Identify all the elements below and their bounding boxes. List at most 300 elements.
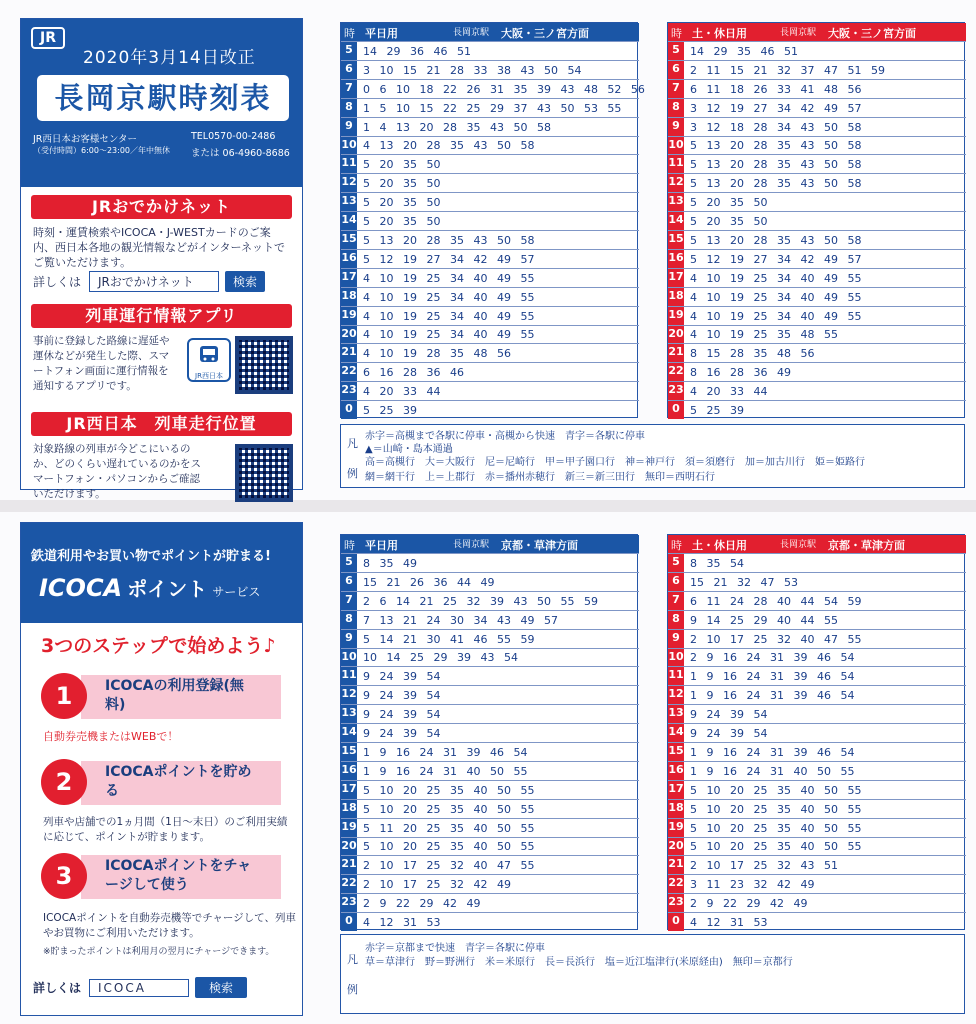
- departure-minutes: 9 24 39 54: [690, 727, 768, 740]
- tel-2: または 06-4960-8686: [191, 148, 290, 159]
- departure-minutes: 1 9 16 24 31 39 46 54: [363, 745, 528, 759]
- row-divider: [341, 629, 639, 630]
- hour-cell: 7: [345, 80, 353, 94]
- row-divider: [668, 117, 966, 118]
- row-divider: [341, 855, 639, 856]
- hour-cell: 7: [345, 592, 353, 606]
- hour-cell: 5: [345, 555, 353, 568]
- timetable-header-band: [341, 23, 639, 41]
- departure-minutes: 2 9 22 29 42 49: [690, 897, 808, 911]
- departure-minutes: 4 10 19 28 35 48 56: [363, 347, 511, 361]
- qr-code-app[interactable]: [235, 336, 293, 394]
- row-divider: [341, 723, 639, 724]
- hour-cell: 23: [341, 895, 357, 909]
- row-divider: [341, 704, 639, 705]
- row-divider: [668, 136, 966, 137]
- hour-cell: 11: [341, 668, 357, 682]
- departure-minutes: 5 10 20 25 35 40 50 55: [690, 821, 862, 835]
- hour-cell: 19: [668, 307, 684, 321]
- row-divider: [341, 249, 639, 250]
- departure-minutes: 5 12 19 27 34 42 49 57: [363, 252, 535, 266]
- hour-cell: 19: [668, 819, 684, 833]
- departure-minutes: 1 9 16 24 31 40 50 55: [363, 764, 528, 778]
- hour-cell: 20: [341, 838, 357, 852]
- hour-cell: 9: [672, 630, 680, 644]
- row-divider: [668, 192, 966, 193]
- row-divider: [668, 268, 966, 269]
- hour-cell: 21: [668, 857, 684, 871]
- row-divider: [668, 79, 966, 80]
- hour-cell: 17: [668, 781, 684, 795]
- step-2-label: ICOCAポイントを貯める: [81, 761, 281, 805]
- row-divider: [341, 136, 639, 137]
- departure-minutes: 4 10 19 25 34 40 49 55: [690, 271, 862, 285]
- step-3-note: ICOCAポイントを自動券売機等でチャージして、列車やお買物にご利用いただけます。: [43, 912, 296, 939]
- row-divider: [668, 400, 966, 401]
- row-divider: [341, 780, 639, 781]
- row-divider: [341, 742, 639, 743]
- departure-minutes: 2 9 16 24 31 39 46 54: [690, 651, 855, 665]
- row-divider: [341, 837, 639, 838]
- row-divider: [341, 79, 639, 80]
- hour-cell: 11: [668, 156, 684, 170]
- departure-minutes: 1 9 16 24 31 39 46 54: [690, 745, 855, 759]
- icoca-search-button[interactable]: 検索: [195, 977, 247, 998]
- departure-minutes: 4 10 19 25 34 40 49 55: [363, 328, 535, 342]
- departure-minutes: 5 25 39: [363, 404, 417, 417]
- departure-minutes: 6 16 28 36 46: [363, 366, 464, 380]
- hour-column-label: 時: [671, 539, 682, 552]
- hour-cell: 12: [341, 175, 357, 189]
- hour-cell: 17: [668, 269, 684, 283]
- row-divider: [341, 287, 639, 288]
- row-divider: [341, 117, 639, 118]
- departure-minutes: 8 16 28 36 49: [690, 366, 791, 380]
- hour-cell: 20: [341, 326, 357, 340]
- hour-cell: 8: [672, 611, 680, 625]
- departure-minutes: 15 21 32 47 53: [690, 575, 798, 589]
- hour-cell: 8: [672, 99, 680, 113]
- departure-minutes: 1 9 16 24 31 39 46 54: [690, 689, 855, 703]
- departure-minutes: 0 6 10 18 22 26 31 35 39 43 48 52 56: [363, 82, 645, 96]
- departure-minutes: 1 9 16 24 31 40 50 55: [690, 764, 855, 778]
- row-divider: [341, 818, 639, 819]
- departure-minutes: 9 24 39 54: [363, 708, 441, 722]
- departure-minutes: 8 15 28 35 48 56: [690, 347, 815, 361]
- hour-cell: 5: [672, 43, 680, 56]
- row-divider: [668, 249, 966, 250]
- step-1: [41, 673, 295, 723]
- hour-cell: 16: [668, 762, 684, 776]
- position-text: 対象路線の列車が今どこにいるのか、どのくらい遅れているのかをスマートフォン・パソコンからご確認いただけます。: [33, 443, 201, 500]
- departure-minutes: 4 12 31 53: [690, 916, 768, 929]
- departure-minutes: 3 11 23 32 42 49: [690, 878, 815, 892]
- hour-column-label: 時: [344, 539, 355, 552]
- position-section: [21, 436, 302, 506]
- timetable-kyoto-weekday: [340, 534, 638, 930]
- row-divider: [668, 855, 966, 856]
- hour-cell: 18: [668, 288, 684, 302]
- row-divider: [341, 912, 639, 913]
- departure-minutes: 5 10 20 25 35 40 50 55: [363, 802, 535, 816]
- hour-cell: 14: [668, 213, 684, 227]
- hour-cell: 9: [672, 118, 680, 132]
- odekake-text: 時刻・運賃検索やICOCA・J-WESTカードのご案内、西日本各地の観光情報などがインターネットでご覧いただけます。: [33, 226, 286, 269]
- hour-cell: 6: [345, 61, 353, 75]
- hour-cell: 14: [341, 725, 357, 739]
- row-divider: [341, 230, 639, 231]
- direction-label: 京都・草津方面: [828, 539, 905, 552]
- departure-minutes: 5 13 20 28 35 43 50 58: [363, 233, 535, 247]
- hour-cell: 16: [341, 762, 357, 776]
- departure-minutes: 1 5 10 15 22 25 29 37 43 50 53 55: [363, 101, 622, 115]
- row-divider: [668, 799, 966, 800]
- revision-date: 2020年3月14日改正: [83, 48, 256, 68]
- departure-minutes: 14 29 35 46 51: [690, 44, 798, 58]
- hour-cell: 5: [345, 43, 353, 56]
- icoca-logo-point: ポイント: [127, 577, 208, 601]
- jr-logo: JR: [31, 27, 65, 49]
- row-divider: [341, 666, 639, 667]
- legend-line: 草＝草津行 野＝野洲行 米＝米原行 長＝長浜行 塩＝近江塩津行(米原経由) 無印＝京都行: [365, 957, 793, 968]
- hour-cell: 23: [668, 383, 684, 397]
- departure-minutes: 5 10 20 25 35 40 50 55: [363, 840, 535, 854]
- legend-line: 赤字＝高槻まで各駅に停車・高槻から快速 青字＝各駅に停車: [365, 431, 645, 442]
- row-divider: [341, 553, 639, 554]
- odekake-search-button[interactable]: 検索: [225, 271, 265, 292]
- departure-minutes: 5 20 35 50: [363, 215, 441, 228]
- hour-column-label: 時: [671, 27, 682, 40]
- row-divider: [668, 287, 966, 288]
- departure-minutes: 4 10 19 25 34 40 49 55: [690, 309, 862, 323]
- hour-cell: 19: [341, 819, 357, 833]
- departure-minutes: 2 9 22 29 42 49: [363, 897, 481, 911]
- hour-cell: 6: [672, 573, 680, 587]
- hour-cell: 23: [341, 383, 357, 397]
- row-divider: [341, 685, 639, 686]
- hour-cell: 15: [341, 744, 357, 757]
- hour-cell: 0: [672, 914, 680, 928]
- timetable-header-band: [668, 535, 966, 553]
- step-3: [41, 853, 295, 903]
- departure-minutes: 9 24 39 54: [363, 689, 441, 703]
- odekake-search-box[interactable]: JRおでかけネット: [89, 271, 219, 292]
- train-app-icon: [187, 338, 231, 382]
- row-divider: [668, 211, 966, 212]
- departure-minutes: 9 24 39 54: [363, 727, 441, 740]
- timetable-header: [21, 19, 302, 187]
- departure-minutes: 2 10 17 25 32 43 51: [690, 859, 838, 873]
- departure-minutes: 2 10 17 25 32 40 47 55: [690, 632, 862, 646]
- departure-minutes: 2 6 14 21 25 32 39 43 50 55 59: [363, 594, 598, 608]
- direction-label: 京都・草津方面: [501, 539, 578, 552]
- hour-cell: 9: [345, 118, 353, 132]
- departure-minutes: 6 11 24 28 40 44 54 59: [690, 594, 862, 608]
- day-type-label: 平日用: [365, 27, 398, 40]
- row-divider: [668, 874, 966, 875]
- step-2-number: 2: [41, 759, 87, 805]
- departure-minutes: 5 10 20 25 35 40 50 55: [690, 840, 862, 854]
- hour-cell: 22: [668, 364, 684, 378]
- row-divider: [341, 41, 639, 42]
- row-divider: [668, 666, 966, 667]
- timetable-osaka-weekday: [340, 22, 645, 418]
- hour-cell: 15: [341, 232, 357, 245]
- day-type-label: 平日用: [365, 539, 398, 552]
- bottom-sheet: [0, 512, 976, 1024]
- row-divider: [341, 173, 639, 174]
- row-divider: [341, 648, 639, 649]
- hour-cell: 17: [341, 781, 357, 795]
- hour-cell: 7: [672, 592, 680, 606]
- departure-minutes: 3 12 19 27 34 42 49 57: [690, 101, 862, 115]
- row-divider: [668, 154, 966, 155]
- direction-label: 大阪・三ノ宮方面: [501, 27, 589, 40]
- row-divider: [668, 60, 966, 61]
- departure-minutes: 6 11 18 26 33 41 48 56: [690, 82, 862, 96]
- hour-cell: 22: [668, 876, 684, 890]
- hour-cell: 20: [668, 838, 684, 852]
- departure-minutes: 5 11 20 25 35 40 50 55: [363, 821, 535, 835]
- station-label: 長岡京駅: [780, 28, 817, 38]
- hour-cell: 13: [668, 194, 684, 208]
- hour-cell: 19: [341, 307, 357, 321]
- hour-cell: 8: [345, 611, 353, 625]
- row-divider: [668, 610, 966, 611]
- top-sheet: [0, 0, 976, 500]
- hour-cell: 10: [341, 137, 357, 151]
- departure-minutes: 2 10 17 25 32 42 49: [363, 878, 511, 892]
- hour-cell: 10: [668, 649, 684, 663]
- departure-minutes: 1 9 16 24 31 39 46 54: [690, 670, 855, 684]
- row-divider: [668, 912, 966, 913]
- row-divider: [341, 400, 639, 401]
- timetable-kyoto-holiday: [667, 534, 965, 930]
- more-label: 詳しくは: [33, 981, 82, 995]
- row-divider: [341, 761, 639, 762]
- page-title: 長岡京駅時刻表: [37, 75, 289, 121]
- hour-cell: 10: [341, 649, 357, 663]
- departure-minutes: 5 14 21 30 41 46 55 59: [363, 632, 535, 646]
- icoca-search-box[interactable]: ICOCA: [89, 979, 189, 997]
- departure-minutes: 14 29 36 46 51: [363, 44, 471, 58]
- hour-column-label: 時: [344, 27, 355, 40]
- steps-title: 3つのステップで始めよう♪: [41, 635, 276, 657]
- hour-cell: 13: [341, 194, 357, 208]
- icoca-logo: [39, 573, 260, 602]
- legend-label: 例: [347, 467, 358, 480]
- legend-line: 網＝網干行 上＝上郡行 赤＝播州赤穂行 新三＝新三田行 無印＝西明石行: [365, 472, 715, 483]
- row-divider: [341, 874, 639, 875]
- departure-minutes: 3 10 15 21 28 33 38 43 50 54: [363, 63, 582, 77]
- departure-minutes: 4 13 20 28 35 43 50 58: [363, 139, 535, 153]
- departure-minutes: 5 10 20 25 35 40 50 55: [690, 783, 862, 797]
- row-divider: [668, 362, 966, 363]
- departure-minutes: 5 20 35 50: [363, 158, 441, 172]
- departure-minutes: 4 10 19 25 35 48 55: [690, 328, 838, 342]
- departure-minutes: 4 10 19 25 34 40 49 55: [690, 290, 862, 304]
- hour-cell: 5: [672, 555, 680, 568]
- row-divider: [668, 761, 966, 762]
- row-divider: [341, 268, 639, 269]
- icoca-header: [21, 523, 302, 623]
- departure-minutes: 5 20 35 50: [690, 215, 768, 228]
- step-3-label: ICOCAポイントをチャージして使う: [81, 855, 281, 899]
- departure-minutes: 5 13 20 28 35 43 50 58: [690, 158, 862, 172]
- hour-cell: 11: [341, 156, 357, 170]
- timetable-header-band: [668, 23, 966, 41]
- row-divider: [668, 818, 966, 819]
- row-divider: [668, 325, 966, 326]
- row-divider: [341, 893, 639, 894]
- app-text: 事前に登録した路線に遅延や運休などが発生した際、スマートフォン画面に運行情報を通知するアプリです。: [33, 335, 170, 392]
- hour-cell: 15: [668, 232, 684, 245]
- hour-cell: 18: [341, 800, 357, 814]
- hour-cell: 22: [341, 876, 357, 890]
- row-divider: [668, 306, 966, 307]
- row-divider: [668, 173, 966, 174]
- icoca-logo-service: サービス: [212, 585, 261, 599]
- departure-minutes: 4 20 33 44: [690, 385, 768, 399]
- hour-cell: 14: [341, 213, 357, 227]
- row-divider: [668, 591, 966, 592]
- icoca-logo-text: ICOCA: [39, 574, 123, 602]
- row-divider: [341, 325, 639, 326]
- station-label: 長岡京駅: [780, 540, 817, 550]
- row-divider: [668, 230, 966, 231]
- departure-minutes: 9 14 25 29 40 44 55: [690, 613, 838, 627]
- row-divider: [668, 41, 966, 42]
- row-divider: [341, 799, 639, 800]
- step-1-label: ICOCAの利用登録(無料): [81, 675, 281, 719]
- step-1-number: 1: [41, 673, 87, 719]
- row-divider: [668, 343, 966, 344]
- departure-minutes: 2 10 17 25 32 40 47 55: [363, 859, 535, 873]
- departure-minutes: 4 20 33 44: [363, 385, 441, 399]
- departure-minutes: 3 12 18 28 34 43 50 58: [690, 120, 862, 134]
- app-title: 列車運行情報アプリ: [31, 304, 292, 328]
- row-divider: [668, 629, 966, 630]
- hour-cell: 18: [341, 288, 357, 302]
- departure-minutes: 15 21 26 36 44 49: [363, 575, 495, 589]
- departure-minutes: 1 4 13 20 28 35 43 50 58: [363, 120, 551, 134]
- hour-cell: 21: [668, 345, 684, 359]
- row-divider: [668, 381, 966, 382]
- step-2-note: 列車や店舗での1ヵ月間（1日～末日）のご利用実績に応じて、ポイントが貯まります。: [43, 816, 288, 843]
- row-divider: [341, 610, 639, 611]
- departure-minutes: 5 13 20 28 35 43 50 58: [690, 139, 862, 153]
- row-divider: [341, 154, 639, 155]
- row-divider: [668, 780, 966, 781]
- hour-cell: 20: [668, 326, 684, 340]
- hour-cell: 12: [341, 687, 357, 701]
- train-position-title: JR西日本 列車走行位置: [31, 412, 292, 436]
- legend-kyoto: [340, 934, 965, 1014]
- info-panel-top: [20, 18, 303, 500]
- departure-minutes: 9 24 39 54: [363, 670, 441, 684]
- legend-osaka: [340, 424, 965, 488]
- legend-label: 凡: [347, 953, 358, 966]
- legend-line: 赤字＝京都まで快速 青字＝各駅に停車: [365, 943, 545, 954]
- hour-cell: 0: [345, 914, 353, 928]
- departure-minutes: 5 12 19 27 34 42 49 57: [690, 252, 862, 266]
- departure-minutes: 5 20 35 50: [363, 196, 441, 210]
- odekake-title: JRおでかけネット: [31, 195, 292, 219]
- app-icon-label: JR西日本: [195, 372, 223, 380]
- departure-minutes: 8 35 54: [690, 556, 744, 570]
- departure-minutes: 5 25 39: [690, 404, 744, 417]
- icoca-search-row: [21, 973, 259, 1002]
- timetable-header-band: [341, 535, 639, 553]
- departure-minutes: 5 20 35 50: [690, 196, 768, 210]
- qr-code-position[interactable]: [235, 444, 293, 502]
- row-divider: [668, 837, 966, 838]
- row-divider: [668, 742, 966, 743]
- hour-cell: 21: [341, 345, 357, 359]
- day-type-label: 土・休日用: [692, 27, 747, 40]
- app-section: [21, 328, 302, 404]
- hour-cell: 13: [341, 706, 357, 720]
- icoca-tagline: 鉄道利用やお買い物でポイントが貯まる!: [31, 549, 271, 564]
- departure-minutes: 5 10 20 25 35 40 50 55: [363, 783, 535, 797]
- hour-cell: 12: [668, 175, 684, 189]
- departure-minutes: 4 12 31 53: [363, 916, 441, 929]
- row-divider: [341, 572, 639, 573]
- row-divider: [668, 648, 966, 649]
- hour-cell: 6: [345, 573, 353, 587]
- departure-minutes: 9 24 39 54: [690, 708, 768, 722]
- more-label: 詳しくは: [33, 275, 82, 289]
- hour-cell: 7: [672, 80, 680, 94]
- row-divider: [668, 685, 966, 686]
- step-3-number: 3: [41, 853, 87, 899]
- departure-minutes: 5 20 35 50: [363, 177, 441, 191]
- hour-cell: 16: [341, 250, 357, 264]
- departure-minutes: 5 10 20 25 35 40 50 55: [690, 802, 862, 816]
- departure-minutes: 2 11 15 21 32 37 47 51 59: [690, 63, 885, 77]
- departure-minutes: 5 13 20 28 35 43 50 58: [690, 177, 862, 191]
- customer-hours: （受付時間）6:00～23:00／年中無休: [33, 146, 171, 155]
- hour-cell: 11: [668, 668, 684, 682]
- row-divider: [341, 211, 639, 212]
- timetable-osaka-holiday: [667, 22, 965, 418]
- departure-minutes: 10 14 25 29 39 43 54: [363, 651, 518, 665]
- row-divider: [668, 893, 966, 894]
- row-divider: [668, 572, 966, 573]
- hour-cell: 15: [668, 744, 684, 757]
- hour-cell: 9: [345, 630, 353, 644]
- hour-cell: 12: [668, 687, 684, 701]
- hour-cell: 22: [341, 364, 357, 378]
- direction-label: 大阪・三ノ宮方面: [828, 27, 916, 40]
- departure-minutes: 4 10 19 25 34 40 49 55: [363, 309, 535, 323]
- row-divider: [341, 343, 639, 344]
- hour-cell: 0: [345, 402, 353, 416]
- row-divider: [341, 98, 639, 99]
- step-2: [41, 759, 295, 809]
- day-type-label: 土・休日用: [692, 539, 747, 552]
- station-label: 長岡京駅: [453, 28, 490, 38]
- hour-cell: 23: [668, 895, 684, 909]
- departure-minutes: 4 10 19 25 34 40 49 55: [363, 271, 535, 285]
- legend-line: 高＝高槻行 大＝大阪行 尼＝尼崎行 甲＝甲子園口行 神＝神戸行 須＝須磨行 加＝加古川行 姫＝姫路行: [365, 457, 865, 468]
- customer-center: JR西日本お客様センター: [33, 134, 138, 145]
- hour-cell: 13: [668, 706, 684, 720]
- row-divider: [341, 306, 639, 307]
- hour-cell: 21: [341, 857, 357, 871]
- hour-cell: 14: [668, 725, 684, 739]
- hour-cell: 18: [668, 800, 684, 814]
